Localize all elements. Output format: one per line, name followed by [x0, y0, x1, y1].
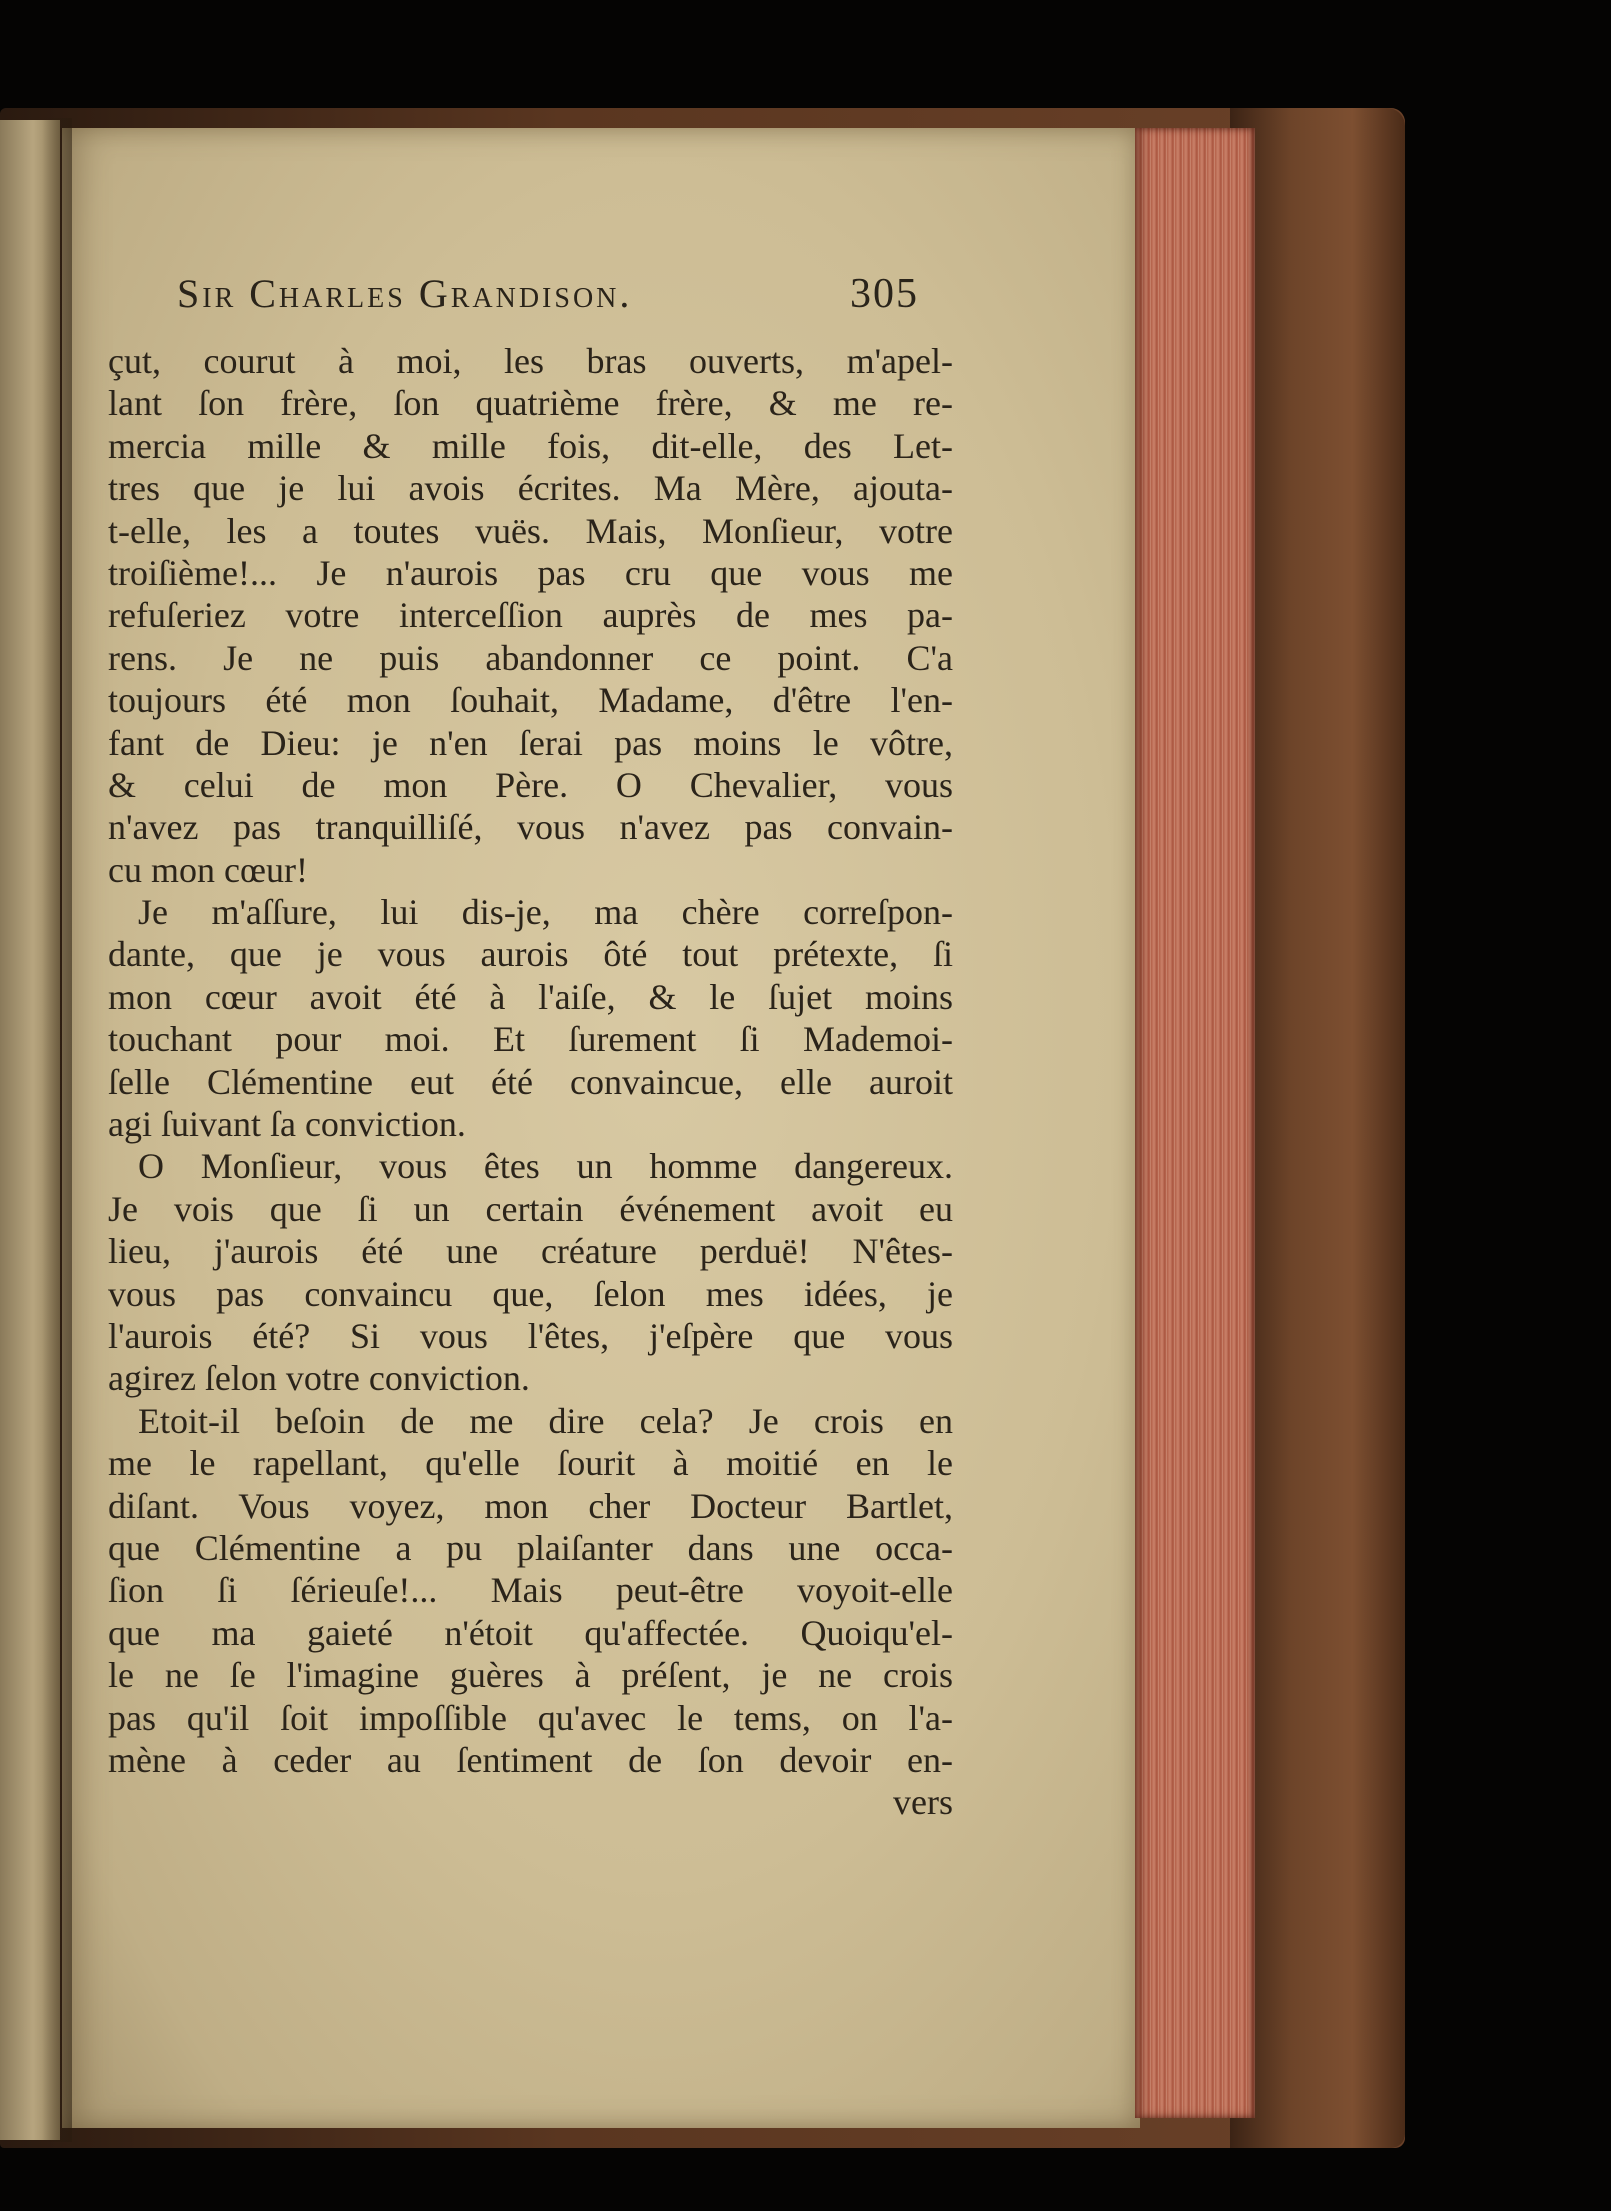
text-line: vous pas convaincu que, ſelon mes idées, je	[108, 1273, 953, 1314]
text-line: vers	[893, 1782, 953, 1823]
text-line: & celui de mon Père. O Chevalier, vous	[108, 764, 953, 805]
text-line: troiſième!... Je n'aurois pas cru que vous me	[108, 552, 953, 593]
text-line: Je m'aſſure, lui dis-je, ma chère correſpon-	[138, 892, 953, 933]
text-line: mène à ceder au ſentiment de ſon devoir en-	[108, 1739, 953, 1780]
text-line: ſelle Clémentine eut été convaincue, elle auroit	[108, 1061, 953, 1102]
text-line: cu mon cœur!	[108, 849, 308, 890]
page-number: 305	[850, 271, 919, 317]
text-line: mon cœur avoit été à l'aiſe, & le ſujet moins	[108, 976, 953, 1017]
text-line: diſant. Vous voyez, mon cher Docteur Bartlet,	[108, 1485, 953, 1526]
text-line: lant ſon frère, ſon quatrième frère, & me re-	[108, 383, 953, 424]
body-text	[108, 340, 953, 1824]
text-line: le ne ſe l'imagine guères à préſent, je ne crois	[108, 1655, 953, 1696]
text-line: mercia mille & mille fois, dit-elle, des Let-	[108, 425, 953, 466]
text-line: toujours été mon ſouhait, Madame, d'être l'en-	[108, 680, 953, 721]
page-edges	[1135, 128, 1255, 2118]
text-line: refuſeriez votre interceſſion auprès de mes pa-	[108, 595, 953, 636]
running-head	[100, 270, 950, 330]
text-line: rens. Je ne puis abandonner ce point. C'a	[108, 637, 953, 678]
back-cover	[1230, 108, 1405, 2148]
text-line: pas qu'il ſoit impoſſible qu'avec le tems, on l'a-	[108, 1697, 953, 1738]
text-line: agi ſuivant ſa conviction.	[108, 1104, 466, 1145]
text-line: me le rapellant, qu'elle ſourit à moitié en le	[108, 1443, 953, 1484]
text-line: touchant pour moi. Et ſurement ſi Mademoi-	[108, 1019, 953, 1060]
text-line: Etoit-il beſoin de me dire cela? Je crois en	[138, 1400, 953, 1441]
text-line: dante, que je vous aurois ôté tout prétexte, ſi	[108, 934, 953, 975]
text-line: lieu, j'aurois été une créature perduë! N'êtes-	[108, 1231, 953, 1272]
text-line: çut, courut à moi, les bras ouverts, m'apel-	[108, 341, 953, 381]
text-line: t-elle, les a toutes vuës. Mais, Monſieur, votre	[108, 510, 953, 551]
text-line: que ma gaieté n'étoit qu'affectée. Quoiqu'el-	[108, 1612, 953, 1653]
text-line: fant de Dieu: je n'en ſerai pas moins le vôtre,	[108, 722, 953, 763]
gutter-shadow	[42, 118, 72, 2142]
text-line: ſion ſi ſérieuſe!... Mais peut-être voyoit-elle	[108, 1570, 953, 1611]
text-line: tres que je lui avois écrites. Ma Mère, ajouta-	[108, 468, 953, 509]
text-line: que Clémentine a pu plaiſanter dans une occa-	[108, 1527, 953, 1568]
text-line: O Monſieur, vous êtes un homme dangereux.	[138, 1146, 953, 1187]
running-head-title: Sir Charles Grandison.	[177, 271, 633, 316]
text-line: n'avez pas tranquilliſé, vous n'avez pas convain-	[108, 807, 953, 848]
text-line: agirez ſelon votre conviction.	[108, 1358, 530, 1399]
text-line: l'aurois été? Si vous l'êtes, j'eſpère que vous	[108, 1315, 953, 1356]
text-line: Je vois que ſi un certain événement avoit eu	[108, 1188, 953, 1229]
